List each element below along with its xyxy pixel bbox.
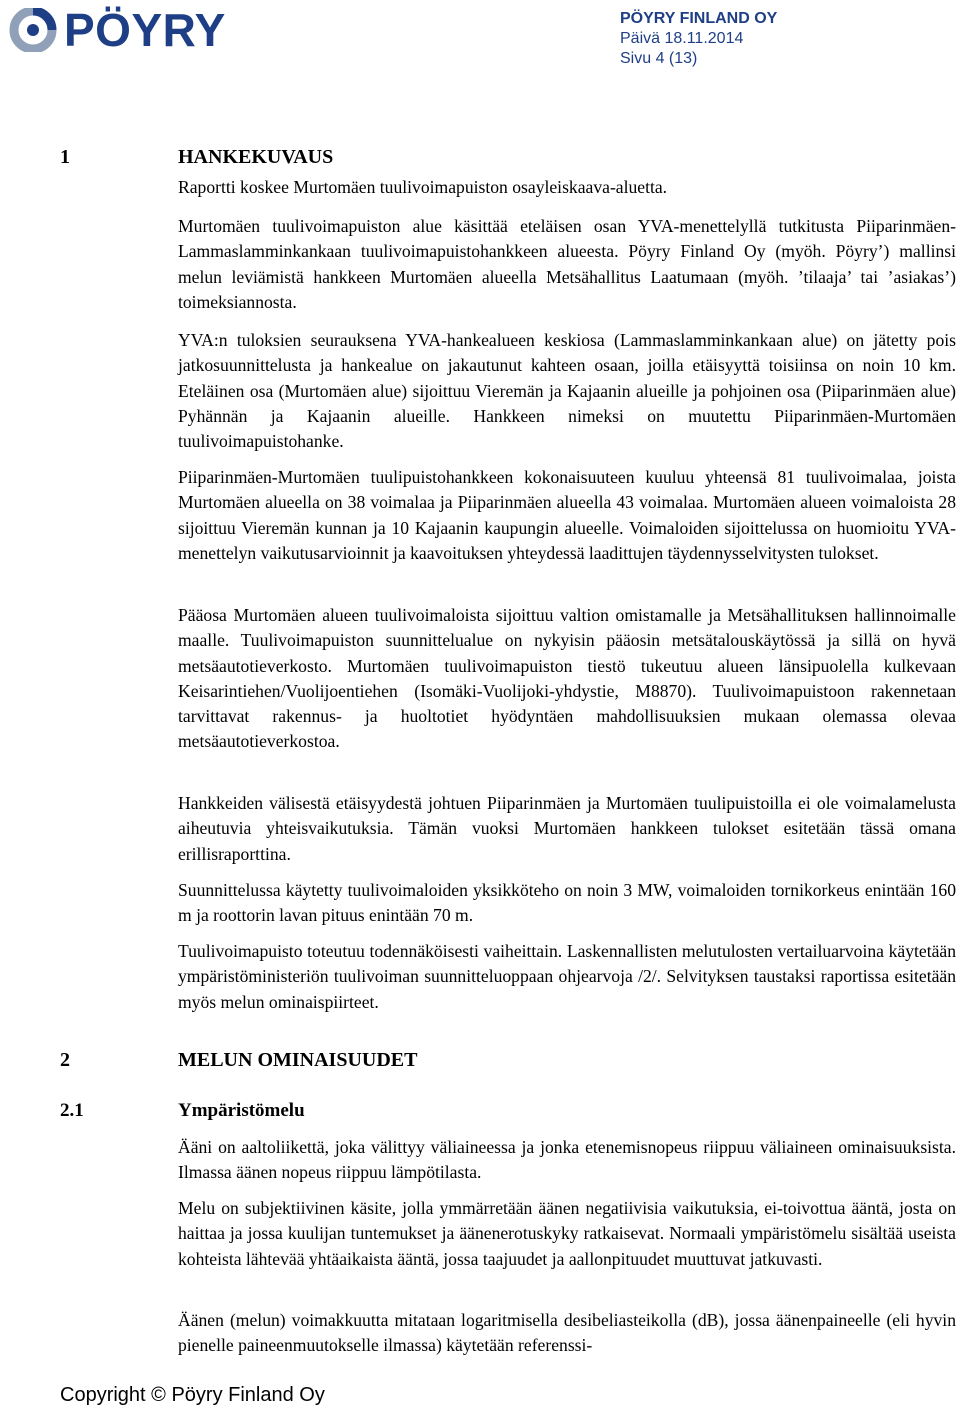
document-header-info [620, 9, 777, 69]
paragraph: Pääosa Murtomäen alueen tuulivoimaloista sijoittuu valtion omistamalle ja Metsähallituksen hallinnoimalle maalle. Tuulivoimapuiston suunnittelualue on nykyisin pääosin metsätalouskäytössä ja sillä on hyvä metsäautotieverkosto. Murtomäen tuulivoimapuiston tiestö tukeutuu alueen länsipuolella kulkevaan Keisarintiehen/Vuolijoentiehen (Isomäki-Vuolijoki-yhdystie, M8870). Tuulivoimapuistoon rakennetaan tarvittavat rakennus- ja huoltotiet hyödyntäen mahdollisuuksien mukaan olemassa olevaa metsäautotieverkostoa. [178, 605, 956, 752]
section-number: 2 [60, 1049, 70, 1071]
paragraph: Suunnittelussa käytetty tuulivoimaloiden yksikköteho on noin 3 MW, voimaloiden tornikorkeus enintään 160 m ja roottorin lavan pituus enintään 70 m. [178, 880, 956, 926]
paragraph: Äänen (melun) voimakkuutta mitataan logaritmisella desibeliasteikolla (dB), jossa äänenpaineelle (eli hyvin pienelle paineenmuutokselle ilmassa) käytetään referenssi- [178, 1310, 956, 1356]
section-number: 1 [60, 146, 70, 168]
copyright-footer: Copyright © Pöyry Finland Oy [60, 1384, 325, 1406]
paragraph: Ääni on aaltoliikettä, joka välittyy väliaineessa ja jonka etenemisnopeus riippuu väliaineen ominaisuuksista. Ilmassa äänen nopeus riippuu lämpötilasta. [178, 1137, 956, 1183]
document-date: Päivä 18.11.2014 [620, 30, 744, 47]
section-number: 2.1 [60, 1100, 84, 1121]
page-number: Sivu 4 (13) [620, 50, 698, 67]
logo-wordmark: PÖYRY [64, 4, 226, 56]
paragraph: Raportti koskee Murtomäen tuulivoimapuiston osayleiskaava-aluetta. [178, 177, 668, 197]
paragraph: Hankkeiden välisestä etäisyydestä johtuen Piiparinmäen ja Murtomäen tuulipuistoilla ei ole voimalamelusta aiheutuvia yhteisvaikutuksia. Tämän vuoksi Murtomäen hankkeen tulokset esitetään tässä omana erillisraporttina. [178, 793, 956, 864]
poyry-logo-icon [8, 8, 58, 52]
paragraph: Melu on subjektiivinen käsite, jolla ymmärretään äänen negatiivisia vaikutuksia, ei-toivottua ääntä, josta on haittaa ja jossa kuulijan tuntemukset ja äänenerotuskyky ratkaisevat. Normaali ympäristömelu sisältää useista kohteista lähtevää yhtäaikaista ääntä, jossa taajuudet ja aallonpituudet muuttuvat jatkuvasti. [178, 1198, 956, 1269]
paragraph: Tuulivoimapuisto toteutuu todennäköisesti vaiheittain. Laskennallisten melutulosten vertailuarvoina käytetään ympäristöministeriön tuulivoiman suunnitteluoppaan ohjearvoja /2/. Selvityksen taustaksi raportissa esitetään myös melun ominaispiirteet. [178, 941, 956, 1012]
section-title: MELUN OMINAISUUDET [178, 1049, 418, 1071]
paragraph: Murtomäen tuulivoimapuiston alue käsittää eteläisen osan YVA-menettelyllä tutkitusta Piiparinmäen-Lammaslamminkankaan tuulivoimapuistohankkeen alueesta. Pöyry Finland Oy (myöh. Pöyry’) mallinsi melun leviämistä hankkeen Murtomäen alueella Metsähallitus Laatumaan (myöh. ’tilaaja’ tai ’asiakas’) toimeksiannosta. [178, 216, 956, 312]
poyry-logo [8, 4, 248, 56]
paragraph: YVA:n tuloksien seurauksena YVA-hankealueen keskiosa (Lammaslamminkankaan alue) on jätetty pois jatkosuunnittelusta ja hankealue on jakautunut kahteen osaan, joilla etäisyyttä toisiinsa on noin 10 km. Eteläinen osa (Murtomäen alue) sijoittuu Vieremän ja Kajaanin alueille ja pohjoinen osa (Piiparinmäen alue) Pyhännän ja Kajaanin alueille. Hankkeen nimeksi on muutettu Piiparinmäen-Murtomäen tuulivoimapuistohanke. [178, 330, 956, 452]
company-name: PÖYRY FINLAND OY [620, 10, 778, 27]
paragraph: Piiparinmäen-Murtomäen tuulipuistohankkeen kokonaisuuteen kuuluu yhteensä 81 tuulivoimalaa, joista Murtomäen alueella on 38 voimalaa ja Piiparinmäen alueella 43 voimalaa. Murtomäen alueen voimaloista 28 sijoittuu Vieremän kunnan ja 10 Kajaanin kaupungin alueelle. Voimaloiden sijoittelussa on huomioitu YVA-menettelyn vaikutusarvioinnit ja kaavoituksen yhteydessä laadittujen täydennysselvitysten tulokset. [178, 467, 956, 563]
section-title: Ympäristömelu [178, 1100, 305, 1121]
section-title: HANKEKUVAUS [178, 146, 334, 168]
